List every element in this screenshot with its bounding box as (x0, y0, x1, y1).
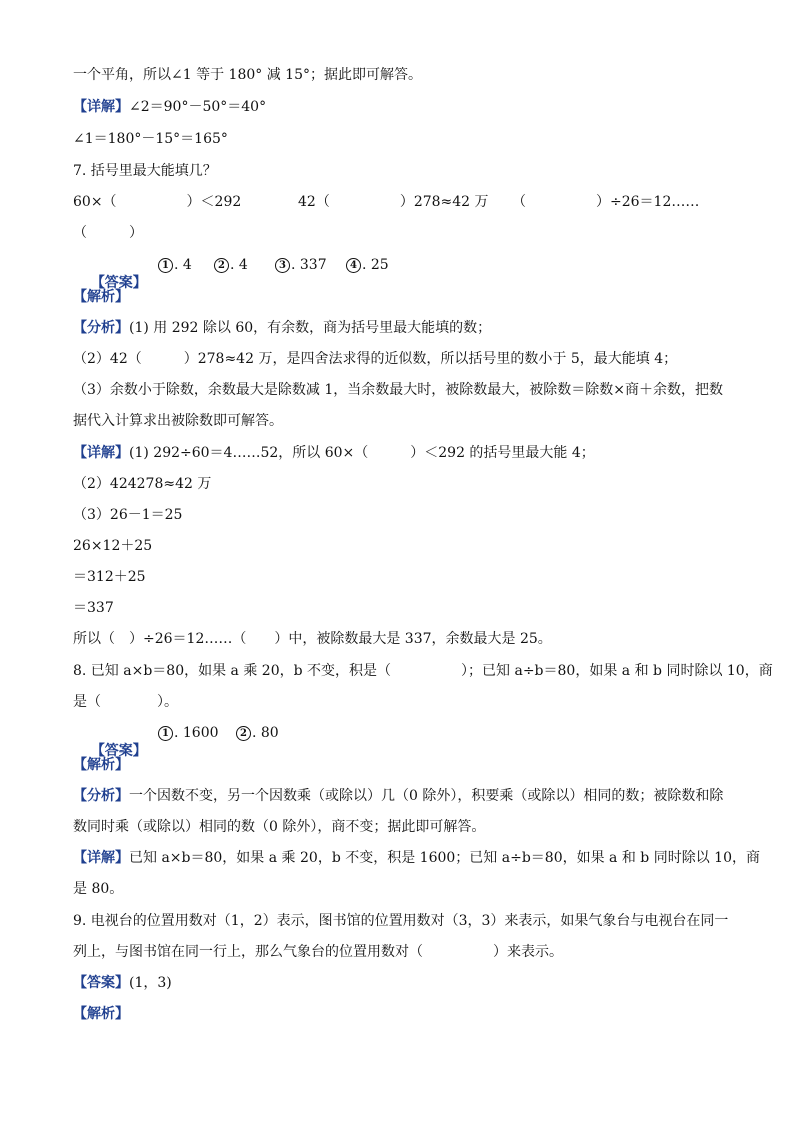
q7-analysis-tag: 【解析】 (73, 289, 129, 305)
fenxi-text: (1) 用 292 除以 60，有余数，商为括号里最大能填的数； (129, 320, 492, 336)
circled-number-3: 3 (275, 258, 290, 273)
q8-line1: 8. 已知 a×b＝80，如果 a 乘 20，b 不变，积是（ ）；已知 a÷b＝80，如果 a 和 b 同时除以 10，商 (73, 663, 773, 679)
detail-tag: 【详解】 (73, 850, 129, 866)
q7-blank2: 42（ ）278≈42 万 (298, 194, 489, 210)
detail-tag: 【详解】 (73, 445, 129, 461)
q7-detail-line7: 所以（ ）÷26＝12……（ ）中，被除数最大是 337，余数最大是 25。 (73, 631, 552, 647)
q7-title: 7. 括号里最大能填几？ (73, 163, 217, 179)
q9-answer-row (73, 974, 172, 992)
q8-answer-2 (236, 724, 279, 742)
q8-detail-line1 (73, 849, 760, 867)
q7-fenxi-line4: 据代入计算求出被除数即可解答。 (73, 413, 283, 429)
prev-analysis-tail: 一个平角，所以∠1 等于 180° 减 15°；据此即可解答。 (73, 67, 422, 83)
circled-number-4: 4 (346, 258, 361, 273)
q9-line2: 列上，与图书馆在同一行上，那么气象台的位置用数对（ ）来表示。 (73, 944, 563, 960)
q7-detail-line2: （2）424278≈42 万 (73, 476, 212, 492)
q7-detail-line6: ＝337 (73, 600, 114, 616)
answer-value: . 80 (252, 725, 279, 741)
prev-detail-text1: ∠2＝90°－50°＝40° (129, 99, 267, 115)
prev-detail-line1 (73, 98, 266, 116)
q7-fenxi-line3: （3）余数小于除数，余数最大是除数减 1，当余数最大时，被除数最大，被除数＝除数×商＋余数，把数 (73, 382, 723, 398)
q7-detail-line3: （3）26－1＝25 (73, 507, 183, 523)
answer-value: . 25 (362, 257, 389, 273)
answer-tag: 【答案】 (73, 975, 129, 991)
q8-analysis-tag: 【解析】 (73, 757, 129, 773)
q7-answer-2 (214, 256, 248, 274)
q7-fenxi-line1 (73, 319, 491, 337)
q7-blank4: （ ） (73, 225, 143, 241)
detail-text: 已知 a×b＝80，如果 a 乘 20，b 不变，积是 1600；已知 a÷b＝80，如果 a 和 b 同时除以 10，商 (129, 850, 760, 866)
q7-blank1: 60×（ ）＜292 (73, 194, 242, 210)
answer-tag: 【答案】 (90, 275, 147, 291)
circled-number-1: 1 (158, 258, 173, 273)
answer-value: . 337 (291, 257, 327, 273)
fenxi-tag: 【分析】 (73, 320, 129, 336)
q7-answer-3 (275, 256, 327, 274)
detail-text: (1) 292÷60＝4……52，所以 60×（ ）＜292 的括号里最大能 4； (129, 445, 595, 461)
q9-answer-value: (1，3) (129, 975, 172, 991)
fenxi-text: 一个因数不变，另一个因数乘（或除以）几（0 除外），积要乘（或除以）相同的数；被除数和除 (129, 788, 724, 804)
q9-line1: 9. 电视台的位置用数对（1，2）表示，图书馆的位置用数对（3，3）来表示，如果气象台与电视台在同一 (73, 913, 729, 929)
fenxi-tag: 【分析】 (73, 788, 129, 804)
q8-line2: 是（ ）。 (73, 694, 178, 710)
circled-number-1: 1 (158, 726, 173, 741)
answer-tag: 【答案】 (90, 743, 147, 759)
q7-answer-1 (158, 256, 192, 274)
q7-fenxi-line2: （2）42（ ）278≈42 万，是四舍法求得的近似数，所以括号里的数小于 5，最大能填 4； (73, 351, 678, 367)
prev-detail-line2: ∠1＝180°－15°＝165° (73, 131, 228, 147)
q7-detail-line4: 26×12＋25 (73, 538, 153, 554)
q8-fenxi-line2: 数同时乘（或除以）相同的数（0 除外），商不变；据此即可解答。 (73, 819, 486, 835)
detail-tag: 【详解】 (73, 99, 129, 115)
q7-detail-line1 (73, 444, 595, 462)
q9-analysis-tag: 【解析】 (73, 1006, 129, 1022)
q7-answer-4 (346, 256, 389, 274)
q8-answer-1 (158, 724, 219, 742)
answer-value: . 4 (230, 257, 248, 273)
circled-number-2: 2 (236, 726, 251, 741)
answer-value: . 4 (174, 257, 192, 273)
q7-detail-line5: ＝312＋25 (73, 569, 146, 585)
q8-detail-line2: 是 80。 (73, 881, 124, 897)
q7-blank3: （ ）÷26＝12…… (512, 194, 700, 210)
q8-fenxi-line1 (73, 787, 723, 805)
circled-number-2: 2 (214, 258, 229, 273)
answer-value: . 1600 (174, 725, 219, 741)
